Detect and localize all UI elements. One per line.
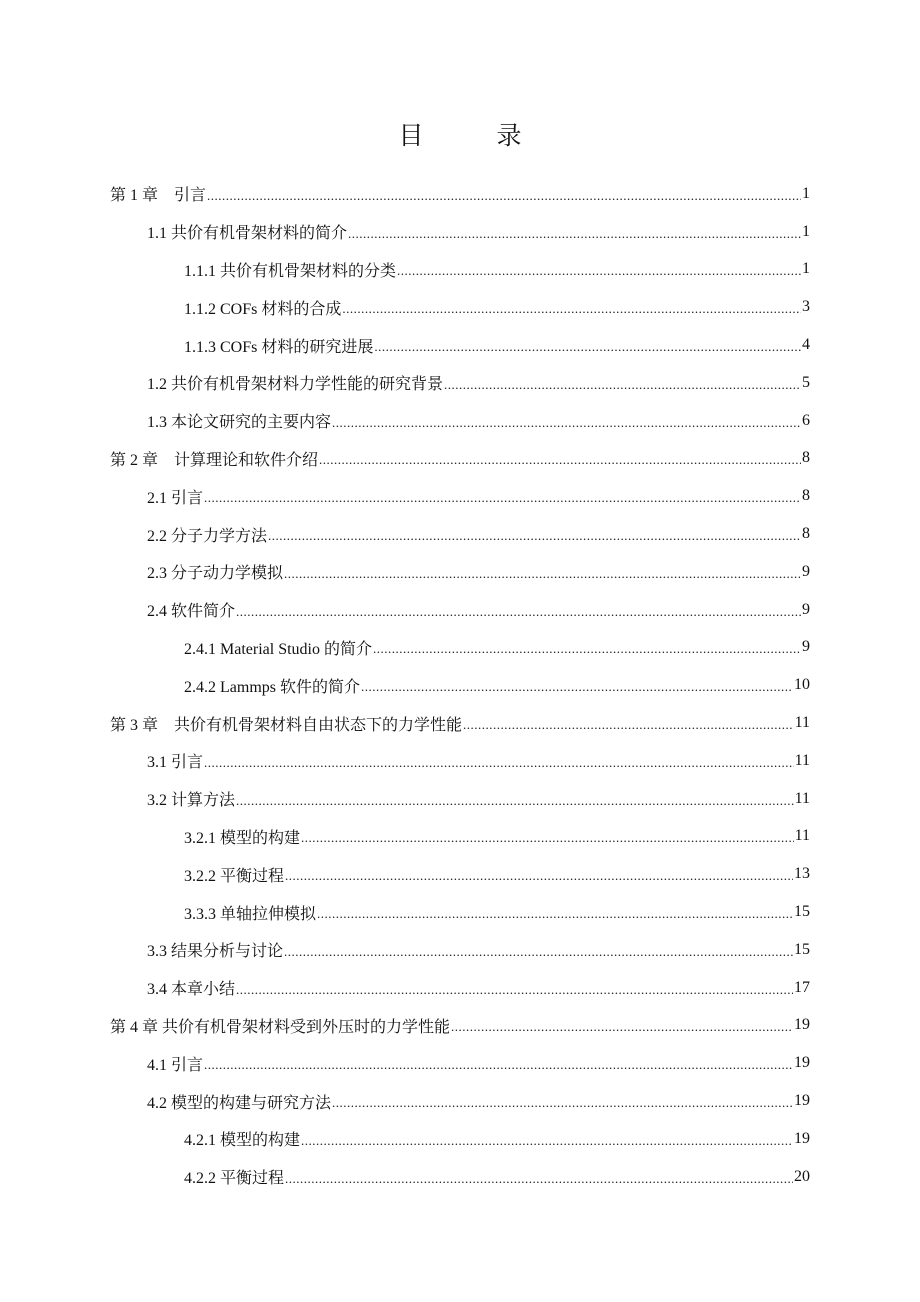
- toc-dot-leader: [207, 188, 801, 204]
- toc-dot-leader: [285, 868, 793, 884]
- toc-entry-page-number: 17: [794, 978, 810, 996]
- toc-entry[interactable]: [0, 175, 920, 213]
- toc-entry[interactable]: [0, 818, 920, 856]
- toc-entry-label: 第 4 章 共价有机骨架材料受到外压时的力学性能: [110, 1018, 451, 1036]
- toc-dot-leader: [301, 830, 794, 846]
- toc-entry-page-number: 8: [802, 487, 810, 505]
- toc-entry[interactable]: [0, 1044, 920, 1082]
- toc-dot-leader: [284, 944, 793, 960]
- toc-entry-label: 4.2 模型的构建与研究方法: [147, 1094, 332, 1112]
- toc-list: [0, 175, 920, 1196]
- toc-entry[interactable]: [0, 780, 920, 818]
- toc-entry-page-number: 19: [794, 1129, 810, 1147]
- toc-entry[interactable]: [0, 666, 920, 704]
- toc-entry-page-number: 1: [802, 184, 810, 202]
- toc-entry-label: 1.2 共价有机骨架材料力学性能的研究背景: [147, 376, 444, 394]
- toc-entry-page-number: 15: [794, 940, 810, 958]
- toc-dot-leader: [332, 415, 801, 431]
- toc-entry[interactable]: [0, 969, 920, 1007]
- toc-dot-leader: [301, 1133, 793, 1149]
- toc-entry-page-number: 9: [802, 562, 810, 580]
- toc-entry-page-number: 8: [802, 449, 810, 467]
- toc-entry-label: 2.4.2 Lammps 软件的简介: [184, 678, 360, 696]
- toc-entry-page-number: 11: [794, 714, 810, 732]
- toc-dot-leader: [204, 1057, 793, 1073]
- toc-dot-leader: [236, 982, 793, 998]
- toc-dot-leader: [285, 1171, 793, 1187]
- toc-entry[interactable]: [0, 440, 920, 478]
- toc-dot-leader: [268, 528, 801, 544]
- toc-entry-label: 1.1.1 共价有机骨架材料的分类: [184, 262, 397, 280]
- toc-entry[interactable]: [0, 553, 920, 591]
- toc-entry-page-number: 3: [802, 298, 810, 316]
- toc-dot-leader: [463, 717, 794, 733]
- toc-dot-leader: [348, 226, 801, 242]
- toc-entry-page-number: 11: [794, 789, 810, 807]
- toc-entry[interactable]: [0, 477, 920, 515]
- toc-entry[interactable]: [0, 1158, 920, 1196]
- toc-entry-label: 第 2 章 计算理论和软件介绍: [110, 451, 319, 469]
- toc-entry-page-number: 13: [794, 865, 810, 883]
- toc-entry[interactable]: [0, 515, 920, 553]
- toc-entry[interactable]: [0, 893, 920, 931]
- toc-entry-page-number: 9: [802, 600, 810, 618]
- toc-entry-label: 第 3 章 共价有机骨架材料自由状态下的力学性能: [110, 716, 463, 734]
- toc-entry-label: 1.1 共价有机骨架材料的简介: [147, 225, 348, 243]
- toc-entry-page-number: 11: [794, 751, 810, 769]
- toc-entry-page-number: 20: [794, 1167, 810, 1185]
- toc-dot-leader: [317, 906, 793, 922]
- toc-entry[interactable]: [0, 591, 920, 629]
- toc-dot-leader: [284, 566, 801, 582]
- toc-entry[interactable]: [0, 855, 920, 893]
- toc-entry[interactable]: [0, 742, 920, 780]
- toc-entry-page-number: 5: [802, 373, 810, 391]
- toc-entry-page-number: 1: [802, 260, 810, 278]
- toc-dot-leader: [397, 263, 801, 279]
- toc-dot-leader: [342, 301, 801, 317]
- toc-entry[interactable]: [0, 326, 920, 364]
- toc-entry[interactable]: [0, 1007, 920, 1045]
- toc-entry-label: 2.2 分子力学方法: [147, 527, 268, 545]
- toc-dot-leader: [332, 1095, 793, 1111]
- toc-title: 目 录: [398, 121, 546, 150]
- toc-entry[interactable]: [0, 704, 920, 742]
- toc-dot-leader: [236, 604, 801, 620]
- toc-entry-label: 2.1 引言: [147, 489, 204, 507]
- toc-entry-label: 第 1 章 引言: [110, 187, 207, 205]
- toc-entry[interactable]: [0, 213, 920, 251]
- toc-entry-page-number: 8: [802, 525, 810, 543]
- toc-dot-leader: [319, 452, 801, 468]
- toc-entry-label: 3.1 引言: [147, 754, 204, 772]
- toc-entry[interactable]: [0, 288, 920, 326]
- toc-dot-leader: [373, 641, 801, 657]
- toc-entry-label: 1.1.2 COFs 材料的合成: [184, 300, 342, 318]
- toc-entry-page-number: 15: [794, 903, 810, 921]
- toc-entry-label: 3.2.1 模型的构建: [184, 829, 301, 847]
- toc-entry-page-number: 19: [794, 1054, 810, 1072]
- toc-entry-label: 3.3 结果分析与讨论: [147, 943, 284, 961]
- toc-dot-leader: [236, 793, 794, 809]
- toc-dot-leader: [204, 490, 801, 506]
- toc-dot-leader: [361, 679, 793, 695]
- toc-entry-page-number: 19: [794, 1092, 810, 1110]
- toc-entry-label: 3.2.2 平衡过程: [184, 867, 285, 885]
- toc-entry-page-number: 1: [802, 222, 810, 240]
- toc-entry-label: 3.2 计算方法: [147, 792, 236, 810]
- toc-entry-page-number: 6: [802, 411, 810, 429]
- toc-entry[interactable]: [0, 931, 920, 969]
- toc-entry-label: 2.3 分子动力学模拟: [147, 565, 284, 583]
- toc-entry[interactable]: [0, 402, 920, 440]
- toc-entry-label: 4.2.2 平衡过程: [184, 1170, 285, 1188]
- toc-dot-leader: [451, 1019, 793, 1035]
- toc-entry-label: 3.4 本章小结: [147, 981, 236, 999]
- toc-entry-label: 2.4.1 Material Studio 的简介: [184, 640, 372, 658]
- toc-entry-label: 4.2.1 模型的构建: [184, 1132, 301, 1150]
- toc-dot-leader: [374, 339, 801, 355]
- toc-entry-page-number: 11: [794, 827, 810, 845]
- toc-entry-page-number: 19: [794, 1016, 810, 1034]
- toc-dot-leader: [204, 755, 794, 771]
- toc-entry-page-number: 4: [802, 336, 810, 354]
- toc-entry-page-number: 9: [802, 638, 810, 656]
- toc-entry[interactable]: [0, 629, 920, 667]
- toc-entry-label: 4.1 引言: [147, 1056, 204, 1074]
- toc-entry[interactable]: [0, 1120, 920, 1158]
- toc-dot-leader: [444, 377, 801, 393]
- toc-entry[interactable]: [0, 251, 920, 289]
- toc-entry[interactable]: [0, 1082, 920, 1120]
- toc-entry-label: 1.1.3 COFs 材料的研究进展: [184, 338, 374, 356]
- toc-entry[interactable]: [0, 364, 920, 402]
- toc-entry-page-number: 10: [794, 676, 810, 694]
- toc-entry-label: 1.3 本论文研究的主要内容: [147, 414, 332, 432]
- toc-entry-label: 3.3.3 单轴拉伸模拟: [184, 905, 317, 923]
- toc-entry-label: 2.4 软件简介: [147, 603, 236, 621]
